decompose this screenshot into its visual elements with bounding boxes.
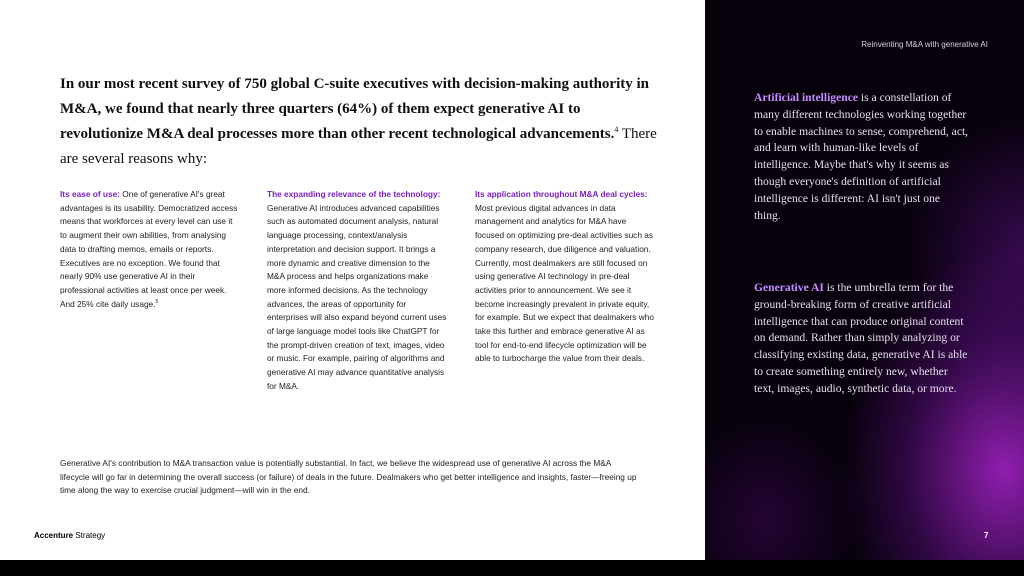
reason-column-deal-cycles	[475, 188, 655, 366]
definition-artificial-intelligence	[754, 90, 969, 224]
running-head: Reinventing M&A with generative AI	[861, 40, 988, 49]
definition-body: is a constellation of many different technologies working together to enable machines to sense, comprehend, act, and learn with human-like levels of intelligence. Maybe that's why it seems as though everyone's definition of artificial intelligence is different: AI isn't just one thing.	[754, 91, 969, 222]
definition-body: is the umbrella term for the ground-breaking form of creative artificial intelligence that can produce original content on demand. Rather than simply analyzing or classifying existing data, generative AI is able to create something entirely new, whether text, images, audio, synthetic data, or more.	[754, 281, 968, 395]
headline-footnote: 4	[614, 125, 619, 134]
reason-body: Most previous digital advances in data management and analytics for M&A have focused on optimizing pre-deal activities such as company research, due diligence and valuation. Currently, most dealmakers are still focused on using generative AI technology in pre-deal activities prior to announcement. We see it become increasingly prevalent in private equity, for example. But we expect that dealmakers who take this further and embrace generative AI as tool for end-to-end lifecycle optimization will be able to turbocharge the value from their deals.	[475, 202, 654, 364]
headline-bold: In our most recent survey of 750 global C-suite executives with decision-making authority in M&A, we found that nearly three quarters (64%) of them expect generative AI to revolutionize M&A deal processes more than other recent technological advancements.	[60, 76, 650, 142]
reason-body: One of generative AI's great advantages is its usability. Democratized access means that workforces at every level can use it to augment their own abilities, from analysing data to drafting memos, emails or reports. Executives are no exception. We found that nearly 90% use generative AI in their professional activities at least once per week. And 25% cite daily usage.	[60, 189, 238, 309]
reason-lead: The expanding relevance of the technology:	[267, 189, 441, 199]
closing-paragraph: Generative AI's contribution to M&A transaction value is potentially substantial. In fact, we believe the widespread use of generative AI across the M&A lifecycle will go far in determining the overall success (or failure) of deals in the future. Dealmakers who get better intelligence and insights, faster—freeing up time along the way to exercise crucial judgment—will win in the end.	[60, 458, 637, 496]
brand-division: Strategy	[73, 531, 106, 540]
reason-lead: Its ease of use:	[60, 189, 120, 199]
reason-lead: Its application throughout M&A deal cycles:	[475, 189, 648, 199]
bottom-bar	[0, 560, 1024, 576]
reason-column-relevance	[267, 188, 447, 394]
reason-footnote: 5	[155, 298, 159, 305]
headline	[60, 72, 660, 172]
brand-name: Accenture	[34, 531, 74, 540]
reason-column-ease-of-use	[60, 188, 240, 311]
brand-logo	[34, 531, 105, 540]
definition-generative-ai	[754, 280, 969, 398]
definition-term: Generative AI	[754, 281, 824, 294]
reason-body: Generative AI introduces advanced capabilities such as automated document analysis, natural language processing, context/analysis interpretation and decision support. It brings a more dynamic and creative dimension to the M&A process and helps organizations make more informed decisions. As the technology advances, the areas of opportunity for enterprises will also expand beyond current uses of large language model tools like ChatGPT for the prompt-driven creation of text, images, video or music. For example, pairing of algorithms and generative AI may advance quantitative analysis for M&A.	[267, 202, 447, 391]
headline-regular: There are several reasons why:	[60, 126, 657, 167]
page-number: 7	[984, 531, 989, 540]
definition-term: Artificial intelligence	[754, 91, 858, 104]
